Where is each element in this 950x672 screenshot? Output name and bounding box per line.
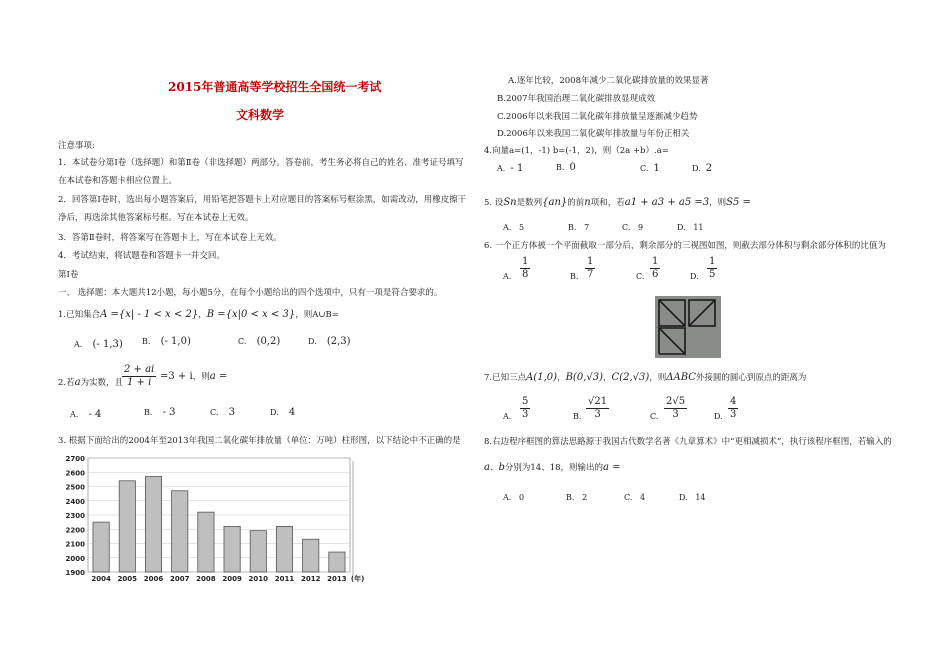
q8-option-a: A. 0 <box>503 493 525 502</box>
q6-option-d: $\frac{1}{5}$ <box>709 256 716 280</box>
q6-option-a-letter: A. <box>503 272 512 281</box>
x-tick-label: 2005 <box>117 575 138 583</box>
q7-option-b: $\frac{√21}{3}$ <box>588 396 608 420</box>
q7-option-d-letter: D. <box>714 412 723 421</box>
q1-prefix: 1.已知集合 <box>58 310 101 320</box>
x-tick-label: 2011 <box>274 575 295 583</box>
q7-option-a: $\frac{5}{3}$ <box>522 396 529 420</box>
x-tick-label: 2012 <box>300 575 321 583</box>
q5-option-c: C. 9 <box>622 223 644 232</box>
x-tick-label: 2009 <box>222 575 242 583</box>
q7-option-a-letter: A. <box>503 412 512 421</box>
q3-option-a: A.逐年比较，2008年减少二氧化碳排放量的效果显著 <box>508 76 709 86</box>
q4-option-b: B. 0 <box>556 162 576 173</box>
q7-option-b-letter: B. <box>573 412 582 421</box>
q5-option-b: B. 7 <box>568 223 590 232</box>
note-line: 2．回答第Ⅰ卷时，选出每小题答案后，用铅笔把答题卡上对应题目的答案标号框涂黑，如需改动，用橡皮擦干 <box>58 195 467 205</box>
q2-option-a: A. - 4 <box>70 409 102 420</box>
q2-option-c: C. 3 <box>210 407 235 418</box>
q1-set-a: A ={x| - 1 < x < 2} <box>100 309 199 320</box>
q4-option-a: A. - 1 <box>497 163 524 174</box>
q7-option-c: $\frac{2√5}{3}$ <box>666 396 686 420</box>
q8-option-c: C. 4 <box>624 493 646 502</box>
q7-option-c-letter: C. <box>650 412 659 421</box>
q3-option-d: D.2006年以来我国二氧化碳年排放量与年份正相关 <box>497 129 690 139</box>
y-tick-label: 1900 <box>65 569 85 577</box>
question-7: 7.已知三点A(1,0)，B(0,√3)，C(2,√3)，则ΔABC外接圆的圆心到原点的距离为 <box>484 372 807 383</box>
q5-option-d: D. 11 <box>677 223 704 232</box>
q4-option-c: C. 1 <box>640 163 660 174</box>
three-view-figure <box>655 296 721 358</box>
exam-subtitle: 文科数学 <box>236 108 285 122</box>
bar-2011 <box>276 526 292 572</box>
q1-comma: ， <box>198 310 207 320</box>
q6-option-a: $\frac{1}{8}$ <box>522 256 529 280</box>
bar-2007 <box>172 491 188 572</box>
co2-bar-chart <box>58 452 368 584</box>
question-6: 6. 一个正方体被一个平面截取一部分后，剩余部分的三视图如图，则截去部分体积与剩余部分体积的比值为 <box>484 241 886 251</box>
note-line: 4．考试结束，将试题卷和答题卡一并交回。 <box>58 251 225 261</box>
q4-option-d: D. 2 <box>692 163 713 174</box>
note-line: 1．本试卷分第Ⅰ卷（选择题）和第Ⅱ卷（非选择题）两部分。答卷前，考生务必将自己的姓名、准考证号填写 <box>58 158 464 168</box>
y-tick-label: 2300 <box>65 512 85 520</box>
q1-option-a: A. (- 1,3) <box>74 339 123 350</box>
x-tick-label: 2013 <box>327 575 347 583</box>
question-8-cont: a、b分别为14、18，则输出的a = <box>484 462 621 473</box>
x-tick-label: 2004 <box>91 575 111 583</box>
question-4: 4.向量a=(1，-1) b=(-1，2)，则（2a +b）.a= <box>484 146 669 156</box>
y-tick-label: 2400 <box>65 497 85 506</box>
q7-option-d: $\frac{4}{3}$ <box>730 396 737 420</box>
question-3: 3. 根据下面给出的2004年至2013年我国二氧化碳年排放量（单位：万吨）柱形图，以下结论中不正确的是 <box>58 436 461 446</box>
section-instruction: 一、 选择题：本大题共12小题，每小题5分，在每个小题给出的四个选项中，只有一项是符合要求的。 <box>58 288 443 298</box>
q6-option-c-letter: C. <box>636 272 645 281</box>
q1-option-d: D. (2,3) <box>308 336 351 347</box>
q6-option-b-letter: B. <box>570 272 579 281</box>
q3-option-b: B.2007年我国治理二氧化碳排放显现成效 <box>497 94 656 104</box>
bar-2008 <box>198 512 214 572</box>
q2-option-b: B. - 3 <box>144 407 176 418</box>
q3-option-c: C.2006年以来我国二氧化碳年排放量呈逐渐减少趋势 <box>497 112 698 122</box>
bar-2004 <box>93 522 109 572</box>
note-line: 净后，再选涂其他答案标号框。写在本试卷上无效。 <box>58 213 254 223</box>
q6-option-d-letter: D. <box>690 272 699 281</box>
question-8: 8.右边程序框图的算法思路源于我国古代数学名著《九章算术》中“更相减损术”，执行该程序框图，若输入的 <box>484 437 892 447</box>
question-1 <box>58 309 339 321</box>
question-2: 2.若a为实数，且 <box>58 377 124 388</box>
x-tick-label: 2008 <box>196 575 216 583</box>
x-tick-label: 2010 <box>248 575 269 583</box>
bar-2009 <box>224 526 240 572</box>
notes-heading: 注意事项: <box>58 141 95 151</box>
q2-var: a <box>74 377 81 388</box>
bar-2005 <box>119 481 135 572</box>
q2-fraction: $\frac{2 + ai}{1 + i}$ <box>124 364 155 388</box>
q5-option-a: A. 5 <box>503 223 525 232</box>
q2-option-d: D. 4 <box>270 407 296 418</box>
y-tick-label: 2600 <box>65 469 85 478</box>
q1-suffix: ，则A∪B= <box>295 310 339 320</box>
note-line: 3．答第Ⅱ卷时，将答案写在答题卡上，写在本试卷上无效。 <box>58 233 282 243</box>
x-unit-label: (年) <box>350 575 365 583</box>
q8-option-b: B. 2 <box>566 493 588 502</box>
y-tick-label: 2200 <box>65 526 85 535</box>
q1-set-b: B ={x|0 < x < 3} <box>206 309 296 320</box>
q1-option-b: B. (- 1,0) <box>142 336 191 347</box>
x-tick-label: 2006 <box>143 575 164 583</box>
q8-option-d: D. 14 <box>679 493 706 502</box>
y-tick-label: 2000 <box>65 554 85 563</box>
q1-option-c: C. (0,2) <box>238 336 281 347</box>
y-tick-label: 2700 <box>65 455 85 463</box>
q6-option-b: $\frac{1}{7}$ <box>587 256 594 280</box>
note-line: 在本试卷和答题卡相应位置上。 <box>58 176 178 186</box>
bar-2013 <box>329 552 345 572</box>
y-tick-label: 2500 <box>65 483 85 492</box>
bar-2012 <box>303 539 319 572</box>
bar-2006 <box>145 477 161 572</box>
x-tick-label: 2007 <box>169 575 190 583</box>
bar-2010 <box>250 531 266 572</box>
q2-rhs: =3 + i，则a = <box>160 371 228 382</box>
q6-option-c: $\frac{1}{6}$ <box>652 256 659 280</box>
question-5: 5. 设Sn是数列{an}的前n项和，若a1 + a3 + a5 =3，则S5 = <box>484 197 751 208</box>
y-tick-label: 2100 <box>65 540 85 549</box>
exam-title: 2015年普通高等学校招生全国统一考试 <box>168 80 382 94</box>
section-label: 第Ⅰ卷 <box>58 270 79 280</box>
